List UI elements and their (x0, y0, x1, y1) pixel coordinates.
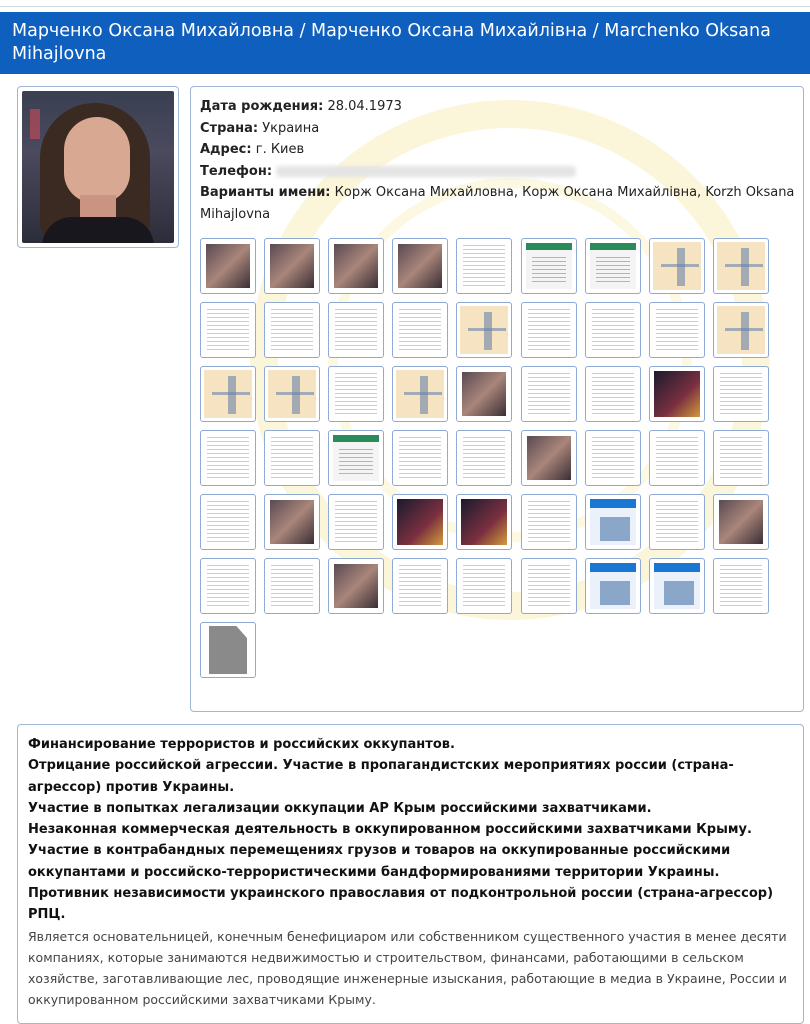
top-bar (0, 0, 810, 7)
thumbnail-preview (461, 499, 507, 545)
thumbnail-preview (528, 501, 570, 543)
document-thumbnail[interactable] (585, 494, 641, 550)
thumbnail-preview (334, 564, 378, 608)
document-thumbnail[interactable] (456, 494, 512, 550)
accusation-item: Противник независимости украинского православия от подконтрольной россии (страна-агрессор) РПЦ. (28, 886, 774, 923)
business-description: Является основательницей, конечным бенефициаром или собственником существенного участия в менее десяти компаниях, которые занимаются недвижимостью и строительством, финансами, работающими в сельском хозяйстве, заготавливающие лес, проводящие инженерные изыскания, работающие в медиа в Украине, России и оккупированном российскими захватчиками Крыму. (28, 928, 787, 1007)
thumbnail-preview (463, 565, 505, 607)
document-thumbnail[interactable] (392, 430, 448, 486)
accusation-item: Участие в попытках легализации оккупации АР Крым российскими захватчиками. (28, 800, 652, 816)
accusation-item: Финансирование террористов и российских оккупантов. (28, 737, 455, 752)
name-variants-row (200, 182, 795, 225)
page-title: Марченко Оксана Михайловна / Марченко Оксана Михайлівна / Marchenko Oksana Mihajlovna (12, 21, 771, 64)
document-thumbnail[interactable] (649, 430, 705, 486)
document-thumbnail[interactable] (392, 494, 448, 550)
address-label: Адрес: (200, 142, 252, 157)
thumbnail-preview (462, 372, 506, 416)
document-thumbnail[interactable] (264, 238, 320, 294)
name-variants-value: Корж Оксана Михайловна, Корж Оксана Михайлівна, Korzh Oksana Mihajlovna (200, 185, 795, 222)
thumbnail-preview (654, 563, 700, 609)
document-thumbnail[interactable] (649, 238, 705, 294)
thumbnail-preview (720, 437, 762, 479)
document-thumbnail[interactable] (264, 494, 320, 550)
thumbnail-preview (654, 371, 700, 417)
document-thumbnail[interactable] (392, 302, 448, 358)
document-thumbnail[interactable] (392, 366, 448, 422)
address-row (200, 139, 795, 161)
thumbnail-preview (268, 370, 316, 418)
document-thumbnail[interactable] (264, 558, 320, 614)
profile-info-card (190, 86, 804, 712)
document-thumbnail[interactable] (200, 430, 256, 486)
thumbnail-preview (399, 437, 441, 479)
thumbnail-preview (656, 309, 698, 351)
thumbnail-preview (206, 244, 250, 288)
thumbnail-preview (720, 373, 762, 415)
document-thumbnail[interactable] (328, 430, 384, 486)
document-thumbnail[interactable] (649, 494, 705, 550)
thumbnail-preview (656, 437, 698, 479)
thumbnail-preview (333, 435, 379, 481)
thumbnail-preview (397, 499, 443, 545)
document-thumbnail[interactable] (200, 622, 256, 678)
thumbnail-preview (656, 501, 698, 543)
thumbnail-preview (592, 437, 634, 479)
thumbnail-preview (207, 309, 249, 351)
thumbnail-preview (528, 309, 570, 351)
thumbnail-preview (207, 565, 249, 607)
thumbnail-preview (398, 244, 442, 288)
document-thumbnail[interactable] (328, 238, 384, 294)
accusations-card (17, 724, 804, 1024)
document-thumbnail[interactable] (328, 558, 384, 614)
document-thumbnail[interactable] (264, 302, 320, 358)
birth-date-value: 28.04.1973 (327, 99, 402, 114)
document-thumbnail[interactable] (521, 366, 577, 422)
thumbnail-preview (271, 565, 313, 607)
page-header (0, 12, 810, 74)
thumbnail-preview (528, 373, 570, 415)
thumbnail-preview (399, 565, 441, 607)
birth-date-label: Дата рождения: (200, 99, 324, 114)
thumbnail-preview (270, 500, 314, 544)
document-thumbnail[interactable] (392, 558, 448, 614)
accusation-item: Отрицание российской агрессии. Участие в пропагандистских мероприятиях россии (страна-агрессор) против Украины. (28, 758, 734, 795)
thumbnail-preview (590, 243, 636, 289)
thumbnail-preview (527, 436, 571, 480)
file-icon (209, 626, 247, 674)
document-thumbnail[interactable] (328, 366, 384, 422)
thumbnail-preview (592, 373, 634, 415)
document-thumbnail[interactable] (521, 302, 577, 358)
document-thumbnail[interactable] (649, 302, 705, 358)
thumbnail-preview (592, 309, 634, 351)
phone-value-redacted (276, 166, 576, 177)
document-thumbnail[interactable] (328, 494, 384, 550)
document-thumbnail[interactable] (456, 366, 512, 422)
document-thumbnail[interactable] (649, 558, 705, 614)
phone-label: Телефон: (200, 163, 273, 179)
thumbnail-preview (719, 500, 763, 544)
document-thumbnail[interactable] (392, 238, 448, 294)
thumbnail-preview (399, 309, 441, 351)
document-thumbnail[interactable] (521, 430, 577, 486)
document-thumbnail[interactable] (200, 494, 256, 550)
birth-date-row (200, 96, 795, 118)
document-thumbnail[interactable] (521, 558, 577, 614)
document-thumbnail[interactable] (713, 494, 769, 550)
thumbnail-preview (463, 437, 505, 479)
phone-row (200, 161, 795, 183)
document-thumbnail[interactable] (585, 430, 641, 486)
document-thumbnail[interactable] (456, 558, 512, 614)
name-variants-label: Варианты имени: (200, 185, 331, 200)
thumbnail-preview (528, 565, 570, 607)
thumbnail-preview (334, 244, 378, 288)
document-thumbnail[interactable] (713, 302, 769, 358)
thumbnail-preview (653, 242, 701, 290)
document-thumbnail[interactable] (585, 366, 641, 422)
document-thumbnail[interactable] (200, 302, 256, 358)
document-thumbnail[interactable] (713, 366, 769, 422)
document-thumbnail[interactable] (264, 366, 320, 422)
thumbnail-preview (396, 370, 444, 418)
document-thumbnail[interactable] (585, 302, 641, 358)
document-thumbnail[interactable] (649, 366, 705, 422)
thumbnail-preview (335, 373, 377, 415)
thumbnail-preview (590, 563, 636, 609)
thumbnail-preview (207, 437, 249, 479)
document-thumbnail[interactable] (200, 366, 256, 422)
accusation-list (28, 734, 793, 926)
profile-photo[interactable] (22, 91, 174, 243)
document-thumbnail[interactable] (456, 430, 512, 486)
thumbnail-preview (463, 245, 505, 287)
document-thumbnail[interactable] (456, 238, 512, 294)
address-value: г. Киев (255, 142, 305, 157)
profile-photo-card[interactable] (17, 86, 179, 248)
document-thumbnail[interactable] (328, 302, 384, 358)
document-thumbnail[interactable] (200, 238, 256, 294)
document-thumbnail[interactable] (200, 558, 256, 614)
accusation-item: Незаконная коммерческая деятельность в оккупированном российскими захватчиками Крыму. (28, 822, 752, 838)
thumbnail-preview (335, 309, 377, 351)
document-thumbnail[interactable] (521, 494, 577, 550)
accusation-item: Участие в контрабандных перемещениях грузов и товаров на оккупированные российскими оккупантами и российско-террористическими бандформированиями территории Украины. (28, 843, 731, 880)
document-thumbnail[interactable] (521, 238, 577, 294)
thumbnail-preview (717, 306, 765, 354)
document-thumbnail[interactable] (713, 238, 769, 294)
thumbnail-preview (207, 501, 249, 543)
document-thumbnail[interactable] (713, 430, 769, 486)
document-thumbnail[interactable] (456, 302, 512, 358)
thumbnail-preview (335, 501, 377, 543)
thumbnail-preview (526, 243, 572, 289)
document-thumbnail[interactable] (585, 558, 641, 614)
country-value: Украина (262, 120, 320, 136)
country-label: Страна: (200, 120, 259, 136)
thumbnail-preview (271, 437, 313, 479)
thumbnail-preview (270, 244, 314, 288)
thumbnail-preview (204, 370, 252, 418)
country-row (200, 118, 795, 140)
thumbnail-preview (720, 565, 762, 607)
document-thumbnail[interactable] (264, 430, 320, 486)
thumbnail-preview (271, 309, 313, 351)
document-thumbnail[interactable] (585, 238, 641, 294)
thumbnail-preview (717, 242, 765, 290)
thumbnail-preview (460, 306, 508, 354)
thumbnail-preview (590, 499, 636, 545)
document-thumbnail[interactable] (713, 558, 769, 614)
